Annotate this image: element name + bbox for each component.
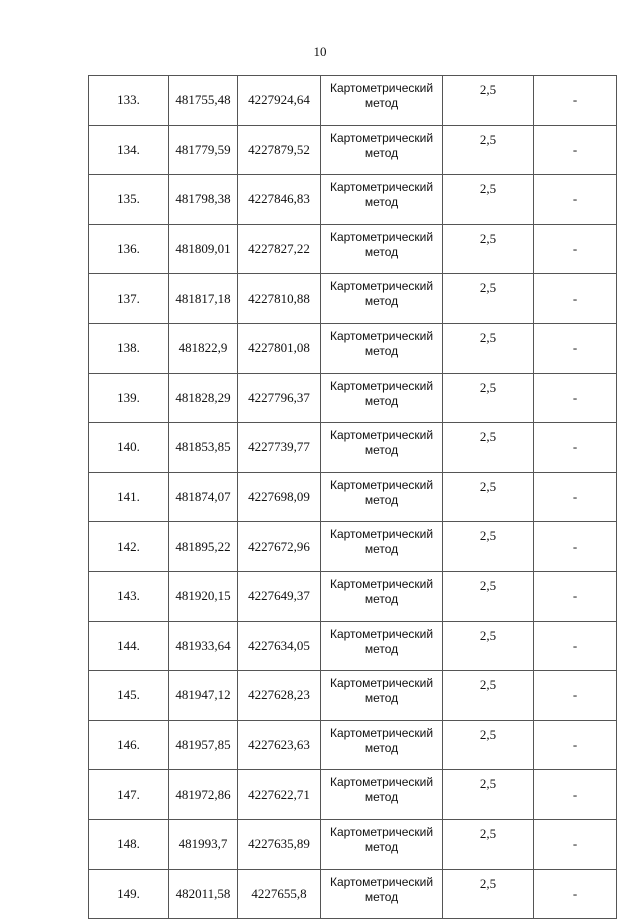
accuracy-cell: 2,5 [443,76,534,126]
table-row [89,373,617,423]
y-coordinate-cell: 4227628,23 [238,671,321,721]
table-row [89,274,617,324]
note-cell: - [534,869,617,919]
accuracy-cell: 2,5 [443,373,534,423]
point-number-cell: 133. [89,76,169,126]
point-number-cell: 144. [89,621,169,671]
x-coordinate-cell: 481972,86 [169,770,238,820]
note-cell: - [534,224,617,274]
note-cell: - [534,621,617,671]
method-cell: Картометрический метод [321,274,443,324]
y-coordinate-cell: 4227827,22 [238,224,321,274]
point-number-cell: 149. [89,869,169,919]
x-coordinate-cell: 481809,01 [169,224,238,274]
method-cell: Картометрический метод [321,522,443,572]
method-cell: Картометрический метод [321,819,443,869]
accuracy-cell: 2,5 [443,869,534,919]
accuracy-cell: 2,5 [443,671,534,721]
x-coordinate-cell: 481920,15 [169,571,238,621]
method-cell: Картометрический метод [321,125,443,175]
accuracy-cell: 2,5 [443,571,534,621]
x-coordinate-cell: 481755,48 [169,76,238,126]
y-coordinate-cell: 4227796,37 [238,373,321,423]
table-row [89,175,617,225]
x-coordinate-cell: 482011,58 [169,869,238,919]
accuracy-cell: 2,5 [443,472,534,522]
y-coordinate-cell: 4227655,8 [238,869,321,919]
accuracy-cell: 2,5 [443,770,534,820]
accuracy-cell: 2,5 [443,323,534,373]
note-cell: - [534,819,617,869]
point-number-cell: 147. [89,770,169,820]
note-cell: - [534,720,617,770]
note-cell: - [534,472,617,522]
point-number-cell: 148. [89,819,169,869]
point-number-cell: 134. [89,125,169,175]
point-number-cell: 145. [89,671,169,721]
y-coordinate-cell: 4227634,05 [238,621,321,671]
x-coordinate-cell: 481828,29 [169,373,238,423]
table-row [89,869,617,919]
y-coordinate-cell: 4227623,63 [238,720,321,770]
note-cell: - [534,76,617,126]
x-coordinate-cell: 481933,64 [169,621,238,671]
method-cell: Картометрический метод [321,175,443,225]
table-row [89,770,617,820]
note-cell: - [534,522,617,572]
method-cell: Картометрический метод [321,671,443,721]
point-number-cell: 146. [89,720,169,770]
table-row [89,571,617,621]
note-cell: - [534,373,617,423]
note-cell: - [534,175,617,225]
y-coordinate-cell: 4227649,37 [238,571,321,621]
method-cell: Картометрический метод [321,869,443,919]
method-cell: Картометрический метод [321,323,443,373]
table-row [89,224,617,274]
x-coordinate-cell: 481947,12 [169,671,238,721]
method-cell: Картометрический метод [321,472,443,522]
note-cell: - [534,274,617,324]
page-number: 10 [313,44,327,59]
point-number-cell: 141. [89,472,169,522]
accuracy-cell: 2,5 [443,224,534,274]
y-coordinate-cell: 4227698,09 [238,472,321,522]
table-row [89,671,617,721]
point-number-cell: 135. [89,175,169,225]
method-cell: Картометрический метод [321,720,443,770]
table-row [89,522,617,572]
point-number-cell: 136. [89,224,169,274]
table-row [89,323,617,373]
table-row [89,819,617,869]
coordinates-table-body [89,76,617,919]
y-coordinate-cell: 4227635,89 [238,819,321,869]
x-coordinate-cell: 481798,38 [169,175,238,225]
point-number-cell: 138. [89,323,169,373]
y-coordinate-cell: 4227801,08 [238,323,321,373]
method-cell: Картометрический метод [321,76,443,126]
note-cell: - [534,423,617,473]
table-row [89,76,617,126]
x-coordinate-cell: 481853,85 [169,423,238,473]
accuracy-cell: 2,5 [443,423,534,473]
method-cell: Картометрический метод [321,571,443,621]
method-cell: Картометрический метод [321,770,443,820]
note-cell: - [534,323,617,373]
accuracy-cell: 2,5 [443,125,534,175]
y-coordinate-cell: 4227672,96 [238,522,321,572]
x-coordinate-cell: 481874,07 [169,472,238,522]
y-coordinate-cell: 4227924,64 [238,76,321,126]
table-row [89,621,617,671]
point-number-cell: 143. [89,571,169,621]
note-cell: - [534,571,617,621]
x-coordinate-cell: 481822,9 [169,323,238,373]
y-coordinate-cell: 4227810,88 [238,274,321,324]
coordinates-table [88,75,617,919]
x-coordinate-cell: 481957,85 [169,720,238,770]
accuracy-cell: 2,5 [443,274,534,324]
accuracy-cell: 2,5 [443,522,534,572]
point-number-cell: 137. [89,274,169,324]
y-coordinate-cell: 4227846,83 [238,175,321,225]
point-number-cell: 140. [89,423,169,473]
method-cell: Картометрический метод [321,224,443,274]
accuracy-cell: 2,5 [443,720,534,770]
accuracy-cell: 2,5 [443,621,534,671]
y-coordinate-cell: 4227622,71 [238,770,321,820]
accuracy-cell: 2,5 [443,819,534,869]
note-cell: - [534,671,617,721]
x-coordinate-cell: 481779,59 [169,125,238,175]
note-cell: - [534,125,617,175]
x-coordinate-cell: 481817,18 [169,274,238,324]
accuracy-cell: 2,5 [443,175,534,225]
method-cell: Картометрический метод [321,423,443,473]
point-number-cell: 142. [89,522,169,572]
note-cell: - [534,770,617,820]
method-cell: Картометрический метод [321,621,443,671]
x-coordinate-cell: 481895,22 [169,522,238,572]
method-cell: Картометрический метод [321,373,443,423]
y-coordinate-cell: 4227879,52 [238,125,321,175]
x-coordinate-cell: 481993,7 [169,819,238,869]
table-row [89,423,617,473]
point-number-cell: 139. [89,373,169,423]
table-row [89,720,617,770]
table-row [89,125,617,175]
y-coordinate-cell: 4227739,77 [238,423,321,473]
table-row [89,472,617,522]
